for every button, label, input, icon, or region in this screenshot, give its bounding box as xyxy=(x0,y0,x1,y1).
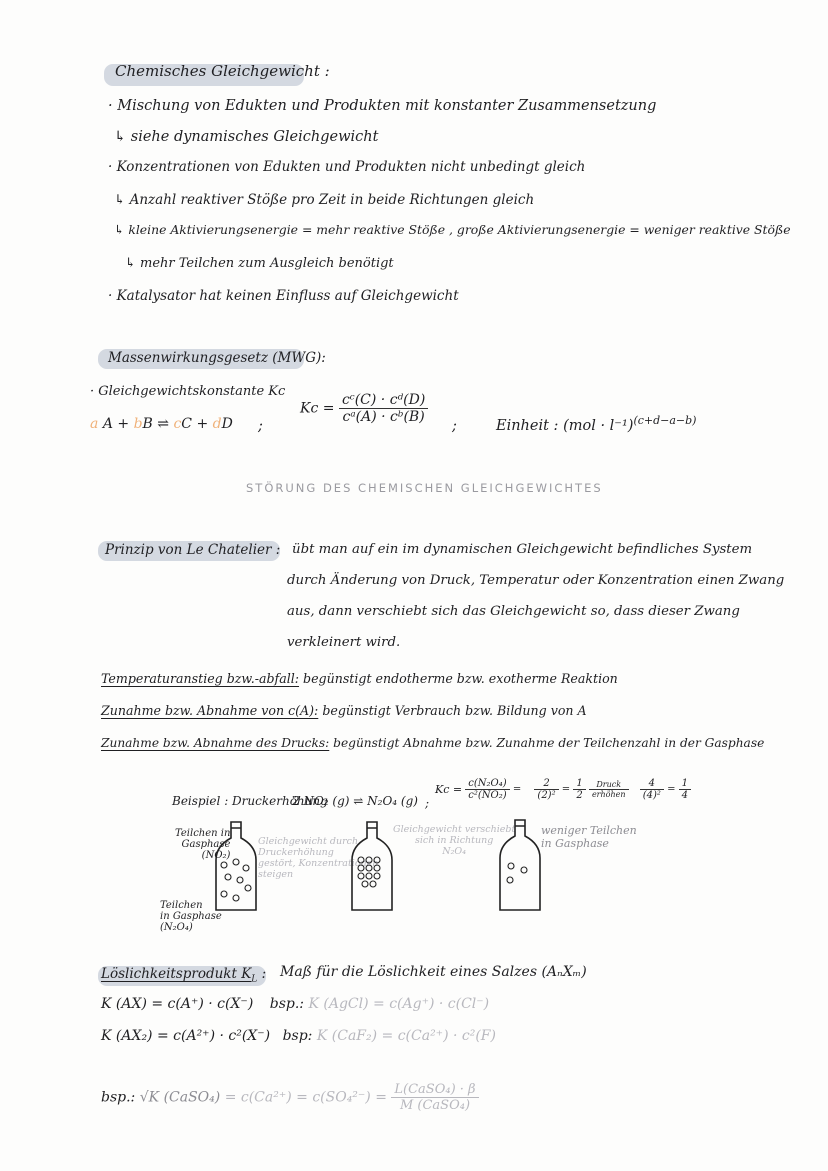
fraction-2 xyxy=(573,778,585,801)
fraction-4 xyxy=(679,778,691,801)
example-label: Beispiel : Druckerhöhung xyxy=(172,794,328,808)
principle-text: verkleinert wird. xyxy=(287,635,401,650)
label-line: (N₂O₄) xyxy=(160,922,193,933)
bsp-label: bsp: xyxy=(282,1028,313,1044)
bottle-icon xyxy=(212,820,260,914)
bottle-icon xyxy=(348,820,396,914)
numerator: 1 xyxy=(679,778,691,790)
principle-title: Prinzip von Le Chatelier : xyxy=(105,542,281,558)
definition: Maß für die Löslichkeit eines Salzes (AₙXₘ) xyxy=(280,964,587,980)
kc-numerator: cᶜ(C) · cᵈ(D) xyxy=(339,392,428,409)
note-line: weniger Teilchen xyxy=(541,824,637,837)
section-title-gleichgewicht: Chemisches Gleichgewicht : xyxy=(115,62,330,80)
kc-label: Kc = xyxy=(435,783,463,796)
formula-row xyxy=(101,1028,496,1044)
label-line: in Gasphase xyxy=(160,911,222,922)
formula-example: K (AgCl) = c(Ag⁺) · c(Cl⁻) xyxy=(308,996,490,1012)
note-line: ↳ kleine Aktivierungsenergie = mehr reaktive Stöße , große Aktivierungsenergie = weniger reaktive Stöße xyxy=(114,222,791,237)
kc-fraction xyxy=(339,392,428,425)
label-line: Gasphase xyxy=(181,839,231,850)
numerator: 4 xyxy=(640,778,664,790)
separator: ; xyxy=(452,418,457,434)
kc-numerator: c(N₂O₄) xyxy=(465,778,509,790)
species-a: A + xyxy=(102,416,130,432)
note-line: steigen xyxy=(258,869,294,880)
section-title-mwg: Massenwirkungsgesetz (MWG): xyxy=(108,350,326,366)
denominator: 4 xyxy=(681,790,689,801)
coeff-c: c xyxy=(173,416,182,432)
kc-denominator: cᵃ(A) · cᵇ(B) xyxy=(342,409,425,425)
label-line: Teilchen xyxy=(160,900,203,911)
root-term: √K (CaSO₄) xyxy=(139,1089,221,1106)
separator: ; xyxy=(425,796,430,810)
species-b: B ⇌ xyxy=(142,416,169,432)
coeff-a: a xyxy=(90,416,99,432)
rule-text: begünstigt endotherme bzw. exotherme Reaktion xyxy=(303,671,618,686)
note-line: sich in Richtung xyxy=(414,835,494,846)
note-line: Gleichgewicht verschiebt xyxy=(393,824,516,835)
note-line: · Konzentrationen von Edukten und Produkten nicht unbedingt gleich xyxy=(108,159,586,175)
denominator: (4)² xyxy=(642,790,661,801)
formula-row xyxy=(101,996,489,1012)
kc-formula xyxy=(300,392,428,425)
label-line: Teilchen in xyxy=(175,828,231,839)
formula-example: K (CaF₂) = c(Ca²⁺) · c²(F) xyxy=(316,1028,496,1044)
numerator: L(CaSO₄) · β xyxy=(391,1082,478,1098)
species-d: D xyxy=(221,416,233,432)
denominator: M (CaSO₄) xyxy=(399,1098,471,1113)
arrow-label-bottom: erhöhen xyxy=(591,790,626,799)
bottom-formula xyxy=(101,1082,479,1113)
fraction-3 xyxy=(640,778,664,801)
arrow-label-top: Druck xyxy=(589,780,629,790)
rule-pressure xyxy=(101,736,764,750)
formula: K (AX₂) = c(A²⁺) · c²(X⁻) xyxy=(101,1028,271,1044)
denominator: (2)² xyxy=(537,790,556,801)
kc-fraction xyxy=(465,778,509,801)
numerator: 2 xyxy=(534,778,558,790)
bsp-label: bsp.: xyxy=(101,1089,136,1106)
note-line: ↳ Anzahl reaktiver Stöße pro Zeit in beide Richtungen gleich xyxy=(114,192,535,208)
equals: = xyxy=(561,784,571,795)
equals: = xyxy=(667,784,676,795)
note-line: Druckerhöhung xyxy=(258,847,334,858)
principle-text: durch Änderung von Druck, Temperatur oder Konzentration einen Zwang xyxy=(287,573,785,588)
middle-term: = c(Ca²⁺) = c(SO₄²⁻) = xyxy=(224,1089,387,1106)
principle-text: übt man auf ein im dynamischen Gleichgewicht befindliches System xyxy=(292,542,753,557)
rule-label: Temperaturanstieg bzw.-abfall: xyxy=(101,671,300,686)
rule-text: begünstigt Abnahme bzw. Zunahme der Teilchenzahl in der Gasphase xyxy=(333,736,765,750)
title-text: Löslichkeitsprodukt K xyxy=(101,966,252,982)
rule-temperature xyxy=(101,671,618,686)
coeff-d: d xyxy=(212,416,222,432)
rule-label: Zunahme bzw. Abnahme von c(A): xyxy=(101,703,319,718)
note-line: · Mischung von Edukten und Produkten mit konstanter Zusammensetzung xyxy=(108,98,657,114)
unit-value: (mol · l⁻¹) xyxy=(563,417,634,434)
note-line: in Gasphase xyxy=(541,837,609,850)
note-line: Gleichgewicht durch xyxy=(258,836,359,847)
title-colon: : xyxy=(261,966,267,982)
note-line: · Katalysator hat keinen Einfluss auf Gleichgewicht xyxy=(108,288,459,304)
unit-formula xyxy=(496,414,696,434)
reaction-equation xyxy=(90,416,233,432)
fraction-1 xyxy=(534,778,558,801)
note-line: N₂O₄ xyxy=(442,846,466,857)
principle-text: aus, dann verschiebt sich das Gleichgewicht so, dass dieser Zwang xyxy=(287,604,740,619)
example-kc xyxy=(435,778,691,801)
note-weniger xyxy=(541,824,637,850)
note-line: · Gleichgewichtskonstante Kc xyxy=(90,384,286,399)
bottle-icon xyxy=(496,818,544,914)
kc-label: Kc = xyxy=(300,400,335,417)
species-c: C + xyxy=(181,416,209,432)
denominator: 2 xyxy=(576,790,583,801)
unit-exponent: (c+d−a−b) xyxy=(633,414,697,427)
numerator: 1 xyxy=(573,778,585,790)
note-line: gestört, Konzentrationen xyxy=(258,858,379,869)
label-line: (NO₂) xyxy=(201,850,231,861)
section-title-loeslichkeit xyxy=(101,966,266,985)
separator: ; xyxy=(258,418,263,434)
rule-text: begünstigt Verbrauch bzw. Bildung von A xyxy=(322,703,587,718)
pressure-arrow xyxy=(589,780,629,799)
bsp-label: bsp.: xyxy=(269,996,305,1012)
note-line: ↳ mehr Teilchen zum Ausgleich benötigt xyxy=(125,256,394,271)
equals: = xyxy=(512,784,522,795)
title-subscript: L xyxy=(251,974,258,985)
note-line: ↳ siehe dynamisches Gleichgewicht xyxy=(114,129,379,145)
example-equation: 2 NO₂ (g) ⇌ N₂O₄ (g) xyxy=(292,794,418,808)
rule-label: Zunahme bzw. Abnahme des Drucks: xyxy=(101,736,330,750)
formula: K (AX) = c(A⁺) · c(X⁻) xyxy=(101,996,254,1012)
kc-denominator: c²(NO₂) xyxy=(468,790,507,801)
section-heading-stoerung: STÖRUNG DES CHEMISCHEN GLEICHGEWICHTES xyxy=(246,481,603,495)
coeff-b: b xyxy=(133,416,143,432)
unit-label: Einheit : xyxy=(496,417,559,434)
bottom-fraction xyxy=(391,1082,478,1113)
rule-concentration xyxy=(101,703,587,718)
